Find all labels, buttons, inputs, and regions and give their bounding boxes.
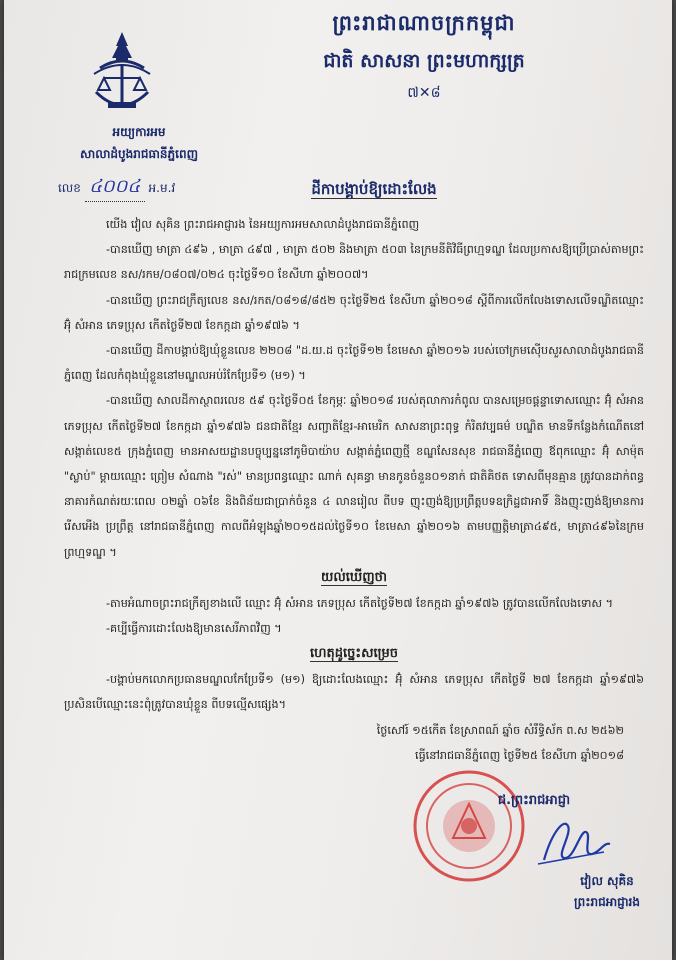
issuer-line-1: អយ្យការអម [112, 125, 166, 139]
section-heading-findings: យល់ឃើញថា [320, 569, 387, 585]
decision-item: -បង្គាប់មកលោកប្រធានមណ្ឌលកែប្រែទី១ (ម១) ឱ្យដោះលែងឈ្មោះ អ៊ុំ សំអាន ភេទប្រុស កើតថ្ងៃទី ២៧ ខែកក្កដា ឆ្នាំ១៩៧៦ ប្រសិនបើឈ្មោះនេះពុំត្រូវបានឃុំខ្លួន ពីបទល្មើសផ្សេង។ [64, 673, 644, 712]
document-title: ដីកាបង្គាប់ឱ្យដោះលែង [311, 180, 437, 198]
signer-title: ជ.ព្រះរាជអាជ្ញា [497, 793, 571, 808]
document-page [4, 0, 672, 960]
signer-name: វៀល សុគិន [580, 874, 634, 888]
document-body [64, 212, 644, 768]
signer-role: ព្រះរាជអាជ្ញារង [574, 895, 640, 909]
official-seal-icon [409, 768, 529, 884]
date-lunar: ថ្ងៃសៅរ៍ ១៥កើត ខែស្រាពណ៍ ឆ្នាំច សំរឹទ្ធិស័ក ព.ស ២៥៦២ [376, 723, 624, 737]
section-heading-decision: ហេតុដូច្នេះសម្រេច [310, 646, 398, 662]
finding-item: -គប្បីធ្វើការដោះលែងឱ្យមានសេរីភាពវិញ ។ [106, 622, 282, 636]
reference-label: លេខ [58, 181, 81, 195]
issuer-header [44, 124, 234, 168]
paragraph: -បានឃើញ សាលដីកាស្ថាពរលេខ ៥៩ ចុះថ្ងៃទី០៥ ខែកុម្ភៈ ឆ្នាំ២០១៨ របស់តុលាការកំពូល បានសម្រេចផ្តន្ទាទោសឈ្មោះ អ៊ុំ សំអាន ភេទប្រុស កើតថ្ងៃទី២៧ ខែកក្កដា ឆ្នាំ១៩៧៦ ជនជាតិខ្មែរ សញ្ជាតិខ្មែរ-អាមេរិក សាសនាព្រះពុទ្ធ កំរិតវប្បធម៌ បណ្ឌិត មានទីកន្លែងកំណើតនៅសង្កាត់លេខ៥ ក្រុងភ្នំពេញ មានអាសយដ្ឋានបច្ចុប្បន្ននៅភូមិបាយ៉ាប សង្កាត់ភ្នំពេញថ្មី ខណ្ឌសែនសុខ រាជធានីភ្នំពេញ ឪពុកឈ្មោះ អ៊ុំ សាម៉ុត "ស្លាប់" ម្តាយឈ្មោះ ព្រៀម សំណាង "រស់" មានប្រពន្ធឈ្មោះ ណាក់ សុគន្ធា មានកូនចំនួន០១នាក់ ជាតិគិថត ទោសពីមុនគ្មាន ត្រូវបានដាក់ពន្ធនាគារកំណត់រយៈពេល ០២ឆ្នាំ ០៦ខែ និងពិន័យជាប្រាក់ចំនួន ៤ លានរៀល ពីបទ ញុះញង់ឱ្យប្រព្រឹត្តបទឧក្រិដ្ឋជាអាទិ៍ និងញុះញង់ឱ្យមានការរើសអើង ប្រព្រឹត្ត នៅរាជធានីភ្នំពេញ កាលពីអំឡុងឆ្នាំ២០១៥ដល់ថ្ងៃទី១០ ខែមេសា ឆ្នាំ២០១៦ តាមបញ្ញត្តិមាត្រា៤៩៥, មាត្រា៤៩៦នៃក្រមព្រហ្មទណ្ឌ ។ [64, 394, 644, 559]
paragraph: -បានឃើញ ព្រះរាជក្រឹត្យលេខ នស/រកត/០៨១៨/៨៥២ ចុះថ្ងៃទី២៥ ខែសីហា ឆ្នាំ២០១៨ ស្តីពីការលើកលែងទោសលើទណ្ឌិតឈ្មោះ អ៊ុំ សំអាន ភេទប្រុស កើតថ្ងៃទី២៧ ខែកក្កដា ឆ្នាំ១៩៧៦ ។ [64, 293, 644, 332]
kingdom-header [224, 10, 624, 104]
paragraph: -បានឃើញ មាត្រា ៤៩៦ , មាត្រា ៤៩៧ , មាត្រា ៥០២ និងមាត្រា ៥០៣ នៃក្រមនីតិវិធីព្រហ្មទណ្ឌ ដែលប្រកាសឱ្យប្រើប្រាស់តាមព្រះរាជក្រមលេខ នស/រកម/០៨០៧/០២៤ ចុះថ្ងៃទី១០ ខែសីហា ឆ្នាំ២០០៧។ [64, 243, 644, 282]
signature-icon [534, 812, 614, 872]
reference-suffix: អ.ម.វ [148, 181, 176, 195]
court-emblem-icon [82, 28, 162, 120]
paragraph: -បានឃើញ ដីកាបង្គាប់ឱ្យឃុំខ្លួនលេខ ២២០៨ "ដ.យ.ដ ចុះថ្ងៃទី១២ ខែមេសា ឆ្នាំ២០១៦ របស់ចៅក្រមស៊ើបសួរសាលាដំបូងរាជធានីភ្នំពេញ ដែលកំពុងឃុំខ្លួននៅមណ្ឌលអប់រំកែប្រែទី១ (ម១) ។ [64, 344, 644, 383]
kingdom-title: ព្រះរាជាណាចក្រកម្ពុជា [332, 11, 516, 35]
reference-number [58, 174, 175, 202]
reference-value: ៤០០៤ [85, 174, 145, 202]
signer-block [552, 873, 662, 915]
issuer-line-2: សាលាដំបូងរាជធានីភ្នំពេញ [79, 147, 199, 161]
national-motto: ជាតិ សាសនា ព្រះមហាក្សត្រ [323, 50, 525, 72]
intro-paragraph: យើង វៀល សុគិន ព្រះរាជអាជ្ញារង នៃអយ្យការអមសាលាដំបូងរាជធានីភ្នំពេញ [106, 218, 420, 231]
date-solar: ធ្វើនៅរាជធានីភ្នំពេញ ថ្ងៃទី២៥ ខែសីហា ឆ្នាំ២០១៨ [415, 748, 624, 762]
header-ornament: ៧✕៨ [407, 85, 441, 101]
finding-item: -តាមអំណាចព្រះរាជក្រឹត្យខាងលើ ឈ្មោះ អ៊ុំ សំអាន ភេទប្រុស កើតថ្ងៃទី២៧ ខែកក្កដា ឆ្នាំ១៩៧៦ ត្រូវបានលើកលែងទោស ។ [106, 596, 613, 610]
